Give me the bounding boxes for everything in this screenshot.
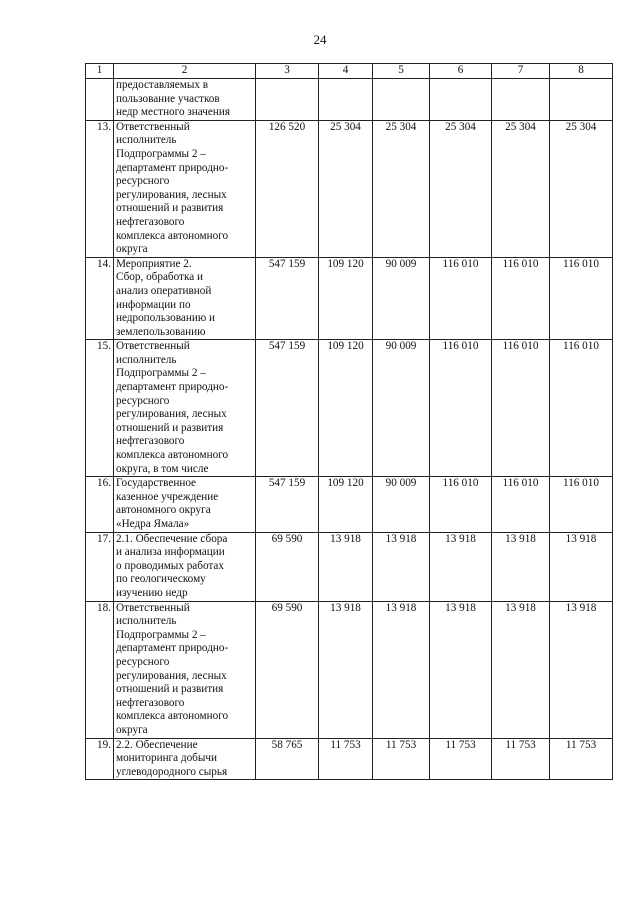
value-cell: 116 010 [550, 340, 613, 477]
row-number: 18. [86, 601, 114, 738]
header-cell: 5 [373, 64, 430, 79]
value-cell: 116 010 [492, 340, 550, 477]
row-description [114, 257, 256, 340]
value-cell: 547 159 [256, 340, 319, 477]
value-cell: 13 918 [319, 532, 373, 601]
description-line: анализ оперативной [116, 284, 212, 297]
description-line: Мероприятие 2. [116, 257, 192, 270]
header-cell: 3 [256, 64, 319, 79]
table-body [86, 79, 613, 780]
value-cell: 547 159 [256, 477, 319, 532]
description-line: округа [116, 243, 148, 256]
description-line: департамент природно- [116, 161, 229, 174]
description-line: Подпрограммы 2 – [116, 628, 206, 641]
row-description [114, 79, 256, 121]
header-cell: 4 [319, 64, 373, 79]
table-header [86, 64, 613, 79]
row-description [114, 340, 256, 477]
value-cell: 13 918 [492, 601, 550, 738]
value-cell: 90 009 [373, 257, 430, 340]
row-number: 16. [86, 477, 114, 532]
value-cell: 25 304 [373, 120, 430, 257]
value-cell: 90 009 [373, 477, 430, 532]
description-line: округа [116, 723, 148, 736]
row-number: 15. [86, 340, 114, 477]
description-line: мониторинга добычи [116, 752, 218, 765]
value-cell: 109 120 [319, 340, 373, 477]
description-line: пользование участков [116, 92, 220, 105]
table-row [86, 532, 613, 601]
row-number: 19. [86, 738, 114, 780]
value-cell: 11 753 [550, 738, 613, 780]
header-cell: 8 [550, 64, 613, 79]
header-cell: 1 [86, 64, 114, 79]
header-cell: 6 [430, 64, 492, 79]
value-cell: 116 010 [492, 257, 550, 340]
description-line: отношений и развития [116, 421, 224, 434]
value-cell: 58 765 [256, 738, 319, 780]
description-line: нефтегазового [116, 215, 185, 228]
value-cell: 13 918 [319, 601, 373, 738]
description-line: Государственное [116, 477, 197, 490]
value-cell [319, 79, 373, 121]
description-line: землепользованию [116, 325, 206, 338]
value-cell [550, 79, 613, 121]
value-cell: 116 010 [492, 477, 550, 532]
value-cell: 11 753 [373, 738, 430, 780]
row-description [114, 477, 256, 532]
description-line: округа, в том числе [116, 462, 209, 475]
row-number: 14. [86, 257, 114, 340]
description-line: автономного округа [116, 504, 211, 517]
table-row [86, 79, 613, 121]
description-line: исполнитель [116, 353, 177, 366]
value-cell [492, 79, 550, 121]
description-line: «Недра Ямала» [116, 518, 190, 530]
value-cell: 13 918 [373, 532, 430, 601]
description-line: Ответственный [116, 601, 190, 614]
description-line: исполнитель [116, 134, 177, 147]
description-line: информации по [116, 298, 191, 311]
table-row [86, 477, 613, 532]
value-cell: 25 304 [550, 120, 613, 257]
description-line: и анализа информации [116, 546, 225, 559]
description-line: комплекса автономного [116, 449, 229, 462]
description-line: 2.2. Обеспечение [116, 738, 198, 751]
description-line: Сбор, обработка и [116, 271, 203, 284]
value-cell: 13 918 [492, 532, 550, 601]
value-cell: 116 010 [550, 477, 613, 532]
page-number: 24 [313, 32, 327, 47]
description-line: комплекса автономного [116, 710, 229, 723]
table-row [86, 257, 613, 340]
value-cell: 25 304 [430, 120, 492, 257]
value-cell: 13 918 [430, 532, 492, 601]
description-line: департамент природно- [116, 381, 229, 394]
value-cell [373, 79, 430, 121]
value-cell: 25 304 [492, 120, 550, 257]
value-cell: 69 590 [256, 532, 319, 601]
value-cell: 13 918 [550, 532, 613, 601]
value-cell: 116 010 [550, 257, 613, 340]
description-line: предоставляемых в [116, 79, 209, 91]
value-cell: 116 010 [430, 477, 492, 532]
row-description [114, 120, 256, 257]
description-line: ресурсного [116, 175, 170, 188]
description-line: недр местного значения [116, 106, 230, 119]
description-line: ресурсного [116, 655, 170, 668]
value-cell: 109 120 [319, 477, 373, 532]
header-cell: 2 [114, 64, 256, 79]
description-line: Ответственный [116, 340, 190, 353]
value-cell: 547 159 [256, 257, 319, 340]
row-description [114, 738, 256, 780]
value-cell: 11 753 [319, 738, 373, 780]
value-cell: 116 010 [430, 340, 492, 477]
description-line: казенное учреждение [116, 490, 219, 503]
value-cell [256, 79, 319, 121]
value-cell: 90 009 [373, 340, 430, 477]
description-line: Подпрограммы 2 – [116, 367, 206, 380]
table-row [86, 738, 613, 780]
value-cell: 11 753 [492, 738, 550, 780]
description-line: регулирования, лесных [116, 188, 227, 201]
description-line: Подпрограммы 2 – [116, 147, 206, 160]
table-row [86, 601, 613, 738]
value-cell: 13 918 [373, 601, 430, 738]
row-number [86, 79, 114, 121]
value-cell: 13 918 [550, 601, 613, 738]
description-line: Ответственный [116, 120, 190, 133]
description-line: изучению недр [116, 586, 188, 599]
value-cell: 69 590 [256, 601, 319, 738]
value-cell: 25 304 [319, 120, 373, 257]
description-line: отношений и развития [116, 683, 224, 696]
description-line: отношений и развития [116, 202, 224, 215]
row-description [114, 601, 256, 738]
description-line: 2.1. Обеспечение сбора [116, 532, 228, 545]
description-line: регулирования, лесных [116, 669, 227, 682]
table-row [86, 340, 613, 477]
description-line: регулирования, лесных [116, 408, 227, 421]
description-line: о проводимых работах [116, 559, 224, 572]
description-line: ресурсного [116, 394, 170, 407]
description-line: нефтегазового [116, 435, 185, 448]
description-line: углеводородного сырья [116, 765, 228, 778]
description-line: по геологическому [116, 573, 206, 586]
header-row [86, 64, 613, 79]
description-line: департамент природно- [116, 642, 229, 655]
description-line: недропользованию и [116, 312, 215, 325]
value-cell [430, 79, 492, 121]
value-cell: 126 520 [256, 120, 319, 257]
row-number: 17. [86, 532, 114, 601]
description-line: комплекса автономного [116, 229, 229, 242]
table-row [86, 120, 613, 257]
header-cell: 7 [492, 64, 550, 79]
description-line: нефтегазового [116, 696, 185, 709]
value-cell: 116 010 [430, 257, 492, 340]
value-cell: 11 753 [430, 738, 492, 780]
value-cell: 109 120 [319, 257, 373, 340]
value-cell: 13 918 [430, 601, 492, 738]
row-number: 13. [86, 120, 114, 257]
description-line: исполнитель [116, 615, 177, 628]
row-description [114, 532, 256, 601]
budget-table [85, 63, 613, 780]
